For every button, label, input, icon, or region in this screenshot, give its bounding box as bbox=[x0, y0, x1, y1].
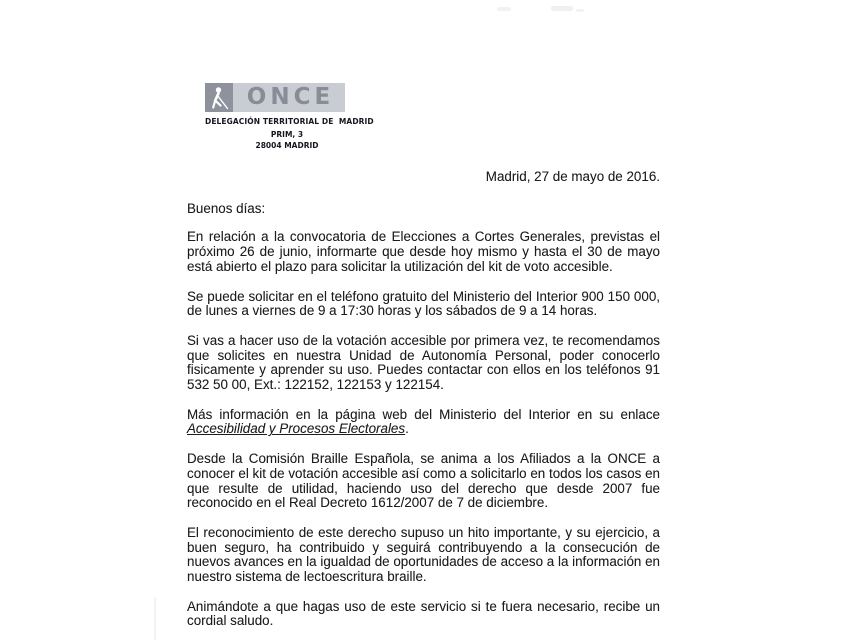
letter-paragraph: Si vas a hacer uso de la votación accesible por primera vez, te recomendamos que solicites en nuestra Unidad de Autonomía Personal, poder conocerlo fisicamente y aprender su uso. Puedes contactar con ellos en los teléfonos 91 532 50 00, Ext.: 122152, 122153 y 122154. bbox=[187, 332, 660, 393]
blind-person-with-cane-icon bbox=[205, 83, 233, 112]
salutation: Buenos días: bbox=[187, 200, 266, 216]
delegation-line: DELEGACIÓN TERRITORIAL DE MADRID bbox=[205, 117, 374, 126]
letter-paragraph: En relación a la convocatoria de Elecciones a Cortes Generales, previstas el próximo 26 de junio, informarte que desde hoy mismo y hasta el 30 de mayo está abierto el plazo para solicitar la utilización del kit de voto accesible. bbox=[187, 229, 660, 274]
link-paragraph-prefix: Más información en la página web del Ministerio del Interior en su enlace bbox=[187, 406, 660, 422]
letter-paragraph: El reconocimiento de este derecho supuso un hito importante, y su ejercicio, a buen seguro, ha contribuido y seguirá contribuyendo a la consecución de nuevos avances en la igualdad de oportunidades de acceso a la información en nuestro sistema de lectoescritura braille. bbox=[187, 524, 660, 585]
letter-paragraph-with-link bbox=[187, 408, 660, 437]
address-street: PRIM, 3 bbox=[270, 130, 304, 139]
letter-body bbox=[187, 170, 660, 629]
letterhead-address-block bbox=[205, 117, 374, 150]
accesibilidad-link-text: Accesibilidad y Procesos Electorales bbox=[187, 421, 406, 437]
once-logo bbox=[205, 83, 345, 112]
scan-artifact bbox=[497, 7, 511, 11]
once-wordmark: ONCE bbox=[246, 84, 335, 110]
letterhead bbox=[205, 83, 374, 150]
dateline: Madrid, 27 de mayo de 2016. bbox=[485, 169, 660, 184]
letter-paragraph: Desde la Comisión Braille Española, se anima a los Afiliados a la ONCE a conocer el kit de votación accesible así como a solicitarlo en todos los casos en que resulte de utilidad, haciendo uso del derecho que desde 2007 fue reconocido en el Real Decreto 1612/2007 de 7 de diciembre. bbox=[187, 451, 660, 511]
letter-paragraph: Animándote a que hagas uso de este servicio si te fuera necesario, recibe un cordial saludo. bbox=[187, 598, 660, 629]
letter-paragraph: Se puede solicitar en el teléfono gratuito del Ministerio del Interior 900 150 000, de lunes a viernes de 9 a 17:30 horas y los sábados de 9 a 14 horas. bbox=[187, 288, 660, 319]
scan-artifact bbox=[154, 597, 156, 640]
address-city: 28004 MADRID bbox=[255, 141, 319, 150]
link-paragraph-suffix: . bbox=[405, 421, 409, 437]
scan-artifact bbox=[551, 6, 573, 11]
scan-artifact bbox=[576, 9, 584, 12]
